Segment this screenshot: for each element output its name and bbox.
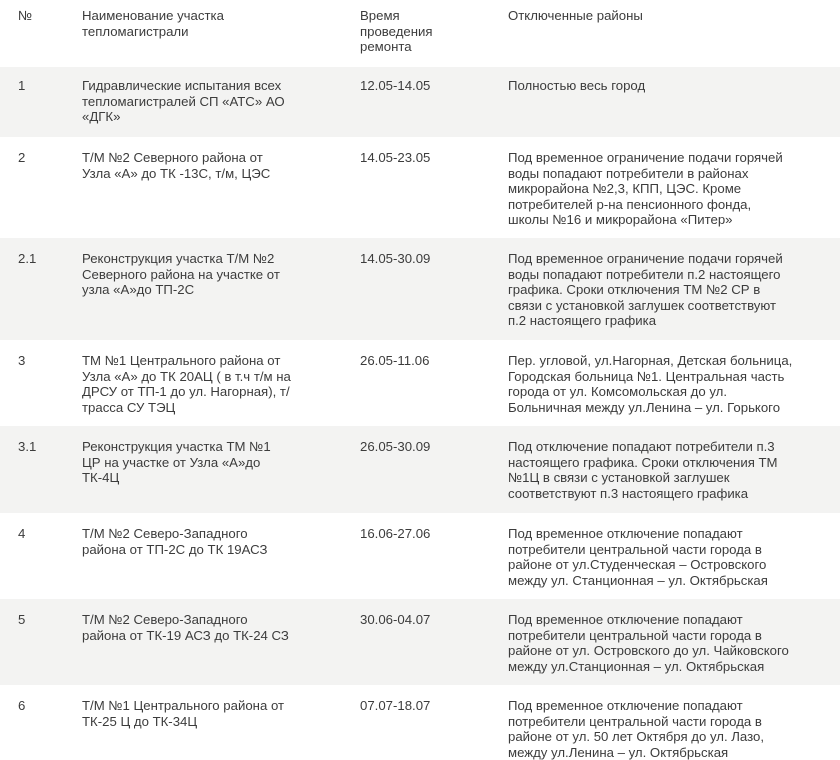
- row-number: 4: [18, 526, 26, 541]
- row-number: 1: [18, 78, 26, 93]
- row-districts: Под временное ограничение подачи горячей воды попадают потребители п.2 настоящего графика. Сроки отключения ТМ №2 СР в связи с установкой заглушек соответствуют п.2 настоящего графика: [508, 251, 783, 329]
- row-districts: Под временное отключение попадают потребители центральной части города в районе от ул. 50 лет Октября до ул. Лазо, между ул.Ленина – ул. Октябрьская: [508, 698, 765, 760]
- table-row: [0, 426, 840, 513]
- header-section-name: Наименование участка тепломагистрали: [82, 8, 224, 39]
- row-districts: Под временное ограничение подачи горячей воды попадают потребители в районах микрорайона №2,3, КПП, ЦЭС. Кроме потребителей р-на пенсионного фонда, школы №16 и микрорайона «Питер»: [508, 150, 783, 228]
- row-districts: Под временное отключение попадают потребители центральной части города в районе от ул. Островского до ул. Чайковского между ул.Станционная – ул. Октябрьская: [508, 612, 789, 674]
- row-repair-time: 12.05-14.05: [360, 78, 431, 93]
- table-row: [0, 513, 840, 599]
- table-row: [0, 238, 840, 340]
- row-repair-time: 26.05-11.06: [360, 353, 430, 368]
- table-row: [0, 685, 840, 760]
- row-section-name: Т/М №2 Северного района от Узла «А» до ТК -13С, т/м, ЦЭС: [82, 150, 271, 181]
- row-section-name: Реконструкция участка ТМ №1 ЦР на участке от Узла «А»до ТК-4Ц: [82, 439, 271, 486]
- table-row: [0, 340, 840, 426]
- row-number: 3: [18, 353, 26, 368]
- row-section-name: Т/М №2 Северо-Западного района от ТП-2С до ТК 19АСЗ: [82, 526, 268, 557]
- row-section-name: Реконструкция участка Т/М №2 Северного района на участке от узла «А»до ТП-2С: [82, 251, 280, 298]
- table-header-row: [0, 0, 840, 67]
- row-repair-time: 16.06-27.06: [360, 526, 431, 541]
- row-repair-time: 07.07-18.07: [360, 698, 431, 713]
- row-repair-time: 30.06-04.07: [360, 612, 431, 627]
- row-number: 2: [18, 150, 26, 165]
- row-districts: Пер. угловой, ул.Нагорная, Детская больница, Городская больница №1. Центральная часть города от ул. Комсомольская до ул. Больничная между ул.Ленина – ул. Горького: [508, 353, 793, 415]
- row-section-name: ТМ №1 Центрального района от Узла «А» до ТК 20АЦ ( в т.ч т/м на ДРСУ от ТП-1 до ул. Нагорная), т/ трасса СУ ТЭЦ: [82, 353, 291, 415]
- row-repair-time: 14.05-23.05: [360, 150, 431, 165]
- row-number: 5: [18, 612, 26, 627]
- row-number: 3.1: [18, 439, 37, 454]
- header-number: №: [18, 8, 33, 23]
- row-districts: Под отключение попадают потребители п.3 настоящего графика. Сроки отключения ТМ №1Ц в связи с установкой заглушек соответствуют п.3 настоящего графика: [508, 439, 778, 501]
- header-disconnected-districts: Отключенные районы: [508, 8, 643, 23]
- row-section-name: Т/М №2 Северо-Западного района от ТК-19 АСЗ до ТК-24 СЗ: [82, 612, 289, 643]
- row-repair-time: 26.05-30.09: [360, 439, 431, 454]
- row-repair-time: 14.05-30.09: [360, 251, 431, 266]
- row-number: 2.1: [18, 251, 37, 266]
- row-districts: Под временное отключение попадают потребители центральной части города в районе от ул.Студенческая – Островского между ул. Станционная – ул. Октябрьская: [508, 526, 768, 588]
- header-repair-time: Время проведения ремонта: [360, 8, 433, 55]
- row-section-name: Гидравлические испытания всех тепломагистралей СП «АТС» АО «ДГК»: [82, 78, 285, 125]
- row-section-name: Т/М №1 Центрального района от ТК-25 Ц до ТК-34Ц: [82, 698, 285, 729]
- row-number: 6: [18, 698, 26, 713]
- row-districts: Полностью весь город: [508, 78, 646, 93]
- table-row: [0, 67, 840, 137]
- table-row: [0, 599, 840, 685]
- table-row: [0, 137, 840, 238]
